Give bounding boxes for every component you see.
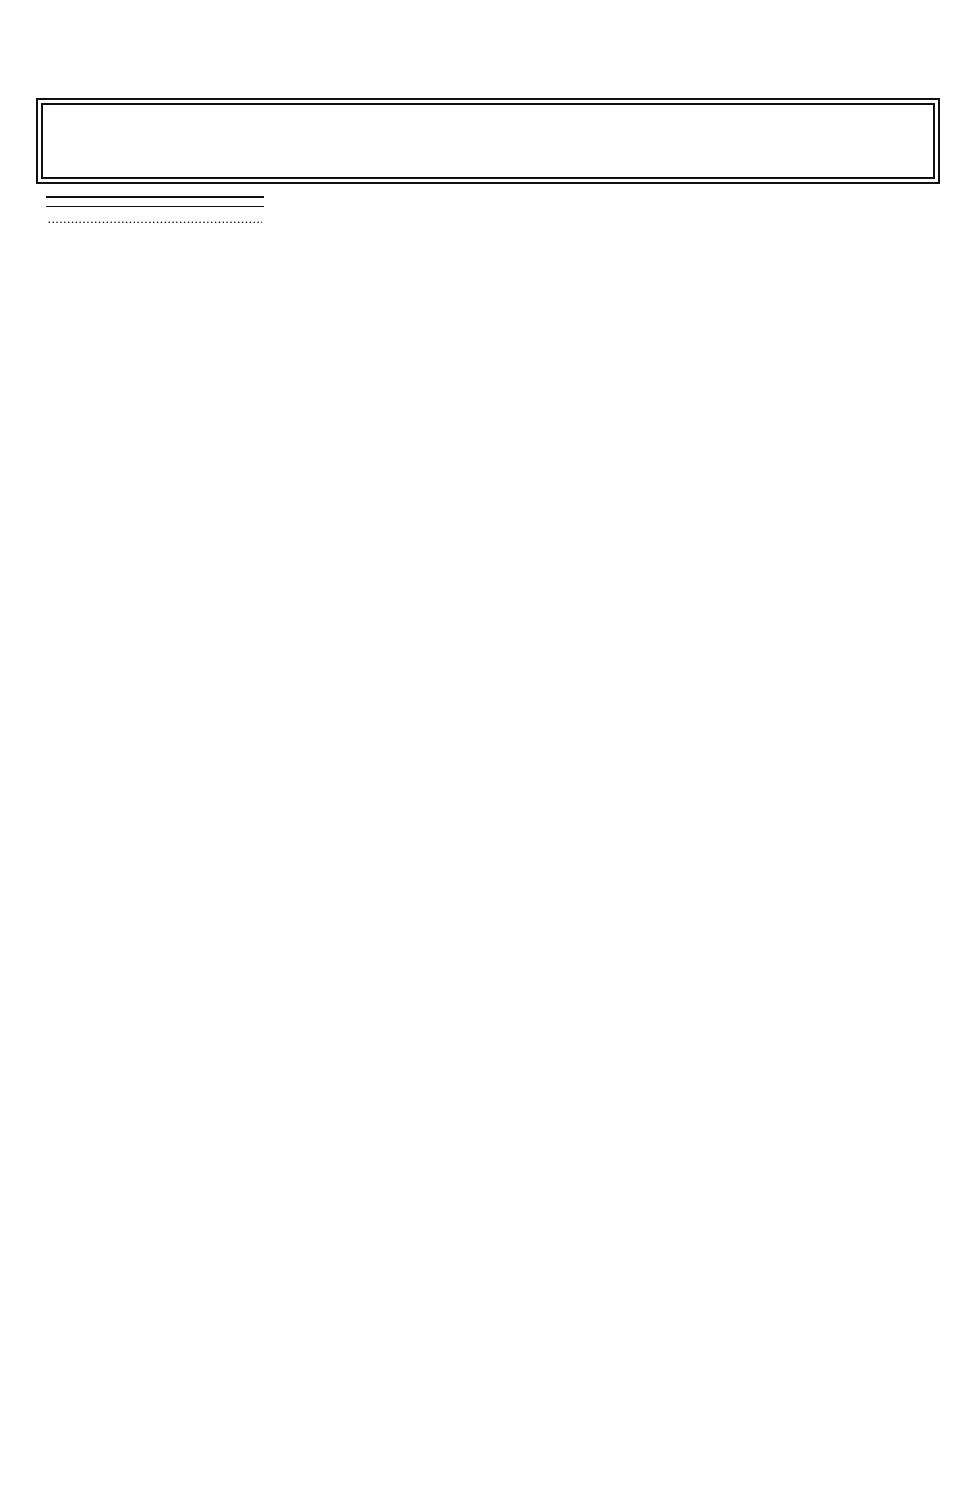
title-frame-inner: [41, 103, 935, 179]
issue-row: [46, 215, 264, 228]
column-1: [46, 192, 264, 228]
leader-dots: [48, 215, 262, 228]
section-heading: [46, 199, 264, 207]
title-frame: [36, 98, 940, 184]
section-rule: [46, 196, 264, 198]
